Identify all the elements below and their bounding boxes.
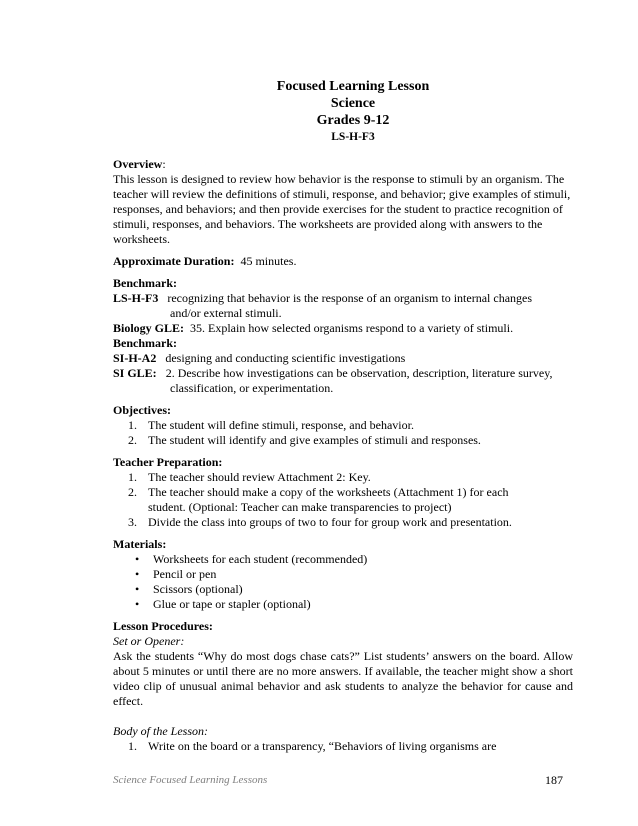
- benchmark-section: [113, 276, 573, 396]
- objectives-list: [113, 418, 573, 448]
- teacher-prep-label: Teacher Preparation:: [113, 455, 223, 469]
- duration-label: Approximate Duration:: [113, 254, 235, 268]
- list-item: • Scissors (optional): [135, 582, 243, 596]
- overview-section: Overview: This lesson is designed to review how behavior is the response to stimuli by an organism. The teacher will review the definitions of stimuli, response, and behavior; give examples of stimuli, responses, and behaviors; and then provide exercises for the student to practice recognition of stimuli, responses, and behaviors. The worksheets are provided along with answers to the worksheets.: [113, 157, 573, 247]
- teacher-prep-list: [113, 470, 573, 530]
- body-list: [113, 739, 573, 754]
- si-gle-text-cont: classification, or experimentation.: [170, 381, 334, 395]
- ls-text-cont: and/or external stimuli.: [170, 306, 282, 320]
- page-number: 187: [545, 773, 563, 787]
- teacher-prep-section: [113, 455, 573, 530]
- objectives-section: [113, 403, 573, 448]
- lesson-content: [113, 78, 573, 754]
- opener-label: Set or Opener:: [113, 634, 185, 648]
- biology-gle-text: 35. Explain how selected organisms respond to a variety of stimuli.: [190, 321, 514, 335]
- list-item: • Glue or tape or stapler (optional): [135, 597, 311, 611]
- bullet-icon: •: [135, 567, 140, 581]
- duration-section: [113, 254, 573, 269]
- bullet-icon: •: [135, 582, 140, 596]
- ls-code: LS-H-F3: [113, 291, 159, 305]
- bullet-icon: •: [135, 597, 140, 611]
- footer-title: Science Focused Learning Lessons: [113, 774, 268, 786]
- bullet-icon: •: [135, 552, 140, 566]
- list-item: 3. Divide the class into groups of two to four for group work and presentation.: [128, 515, 512, 529]
- duration-value: 45 minutes.: [240, 254, 297, 268]
- materials-list: [113, 552, 573, 612]
- opener-text: Ask the students “Why do most dogs chase cats?” List students’ answers on the board. Allow about 5 minutes or until there are no more answers. If available, the teacher might show a short video clip of unusual animal behavior and ask students to analyze the behavior for cause and effect.: [113, 649, 573, 708]
- overview-text: This lesson is designed to review how behavior is the response to stimuli by an organism. The teacher will review the definitions of stimuli, response, and behavior; give examples of stimuli, responses, and behaviors; and then provide exercises for the student to practice recognition of stimuli, responses, and behaviors. The worksheets are provided along with answers to the worksheets.: [113, 172, 571, 246]
- biology-gle-label: Biology GLE:: [113, 321, 185, 335]
- si-text: designing and conducting scientific investigations: [165, 351, 406, 365]
- list-item: • Worksheets for each student (recommended): [135, 552, 368, 566]
- benchmark-label-2: Benchmark:: [113, 336, 177, 350]
- si-code: SI-H-A2: [113, 351, 157, 365]
- objectives-label: Objectives:: [113, 403, 171, 417]
- materials-section: [113, 537, 573, 612]
- list-item: 1. The student will define stimuli, response, and behavior.: [128, 418, 414, 432]
- procedures-section: [113, 619, 573, 754]
- lesson-code: LS-H-F3: [331, 131, 375, 143]
- lesson-grades: Grades 9-12: [316, 113, 390, 128]
- overview-label: Overview: [113, 157, 163, 171]
- list-item: 2. The student will identify and give examples of stimuli and responses.: [128, 433, 481, 447]
- benchmark-label: Benchmark:: [113, 276, 177, 290]
- procedures-label: Lesson Procedures:: [113, 619, 213, 633]
- list-item: 1. The teacher should review Attachment 2: Key.: [128, 470, 371, 484]
- ls-text: recognizing that behavior is the response of an organism to internal changes: [167, 291, 533, 305]
- list-item: 1. Write on the board or a transparency, “Behaviors of living organisms are: [128, 739, 497, 753]
- si-gle-label: SI GLE:: [113, 366, 157, 380]
- si-gle-text: 2. Describe how investigations can be observation, description, literature survey,: [165, 366, 553, 380]
- document-header: [113, 78, 573, 145]
- lesson-subject: Science: [330, 96, 376, 111]
- list-item: • Pencil or pen: [135, 567, 217, 581]
- materials-label: Materials:: [113, 537, 167, 551]
- list-item: 2. The teacher should make a copy of the worksheets (Attachment 1) for each student. (Optional: Teacher can make transparencies to project): [128, 485, 509, 514]
- body-label: Body of the Lesson:: [113, 724, 208, 738]
- lesson-title: Focused Learning Lesson: [276, 79, 430, 94]
